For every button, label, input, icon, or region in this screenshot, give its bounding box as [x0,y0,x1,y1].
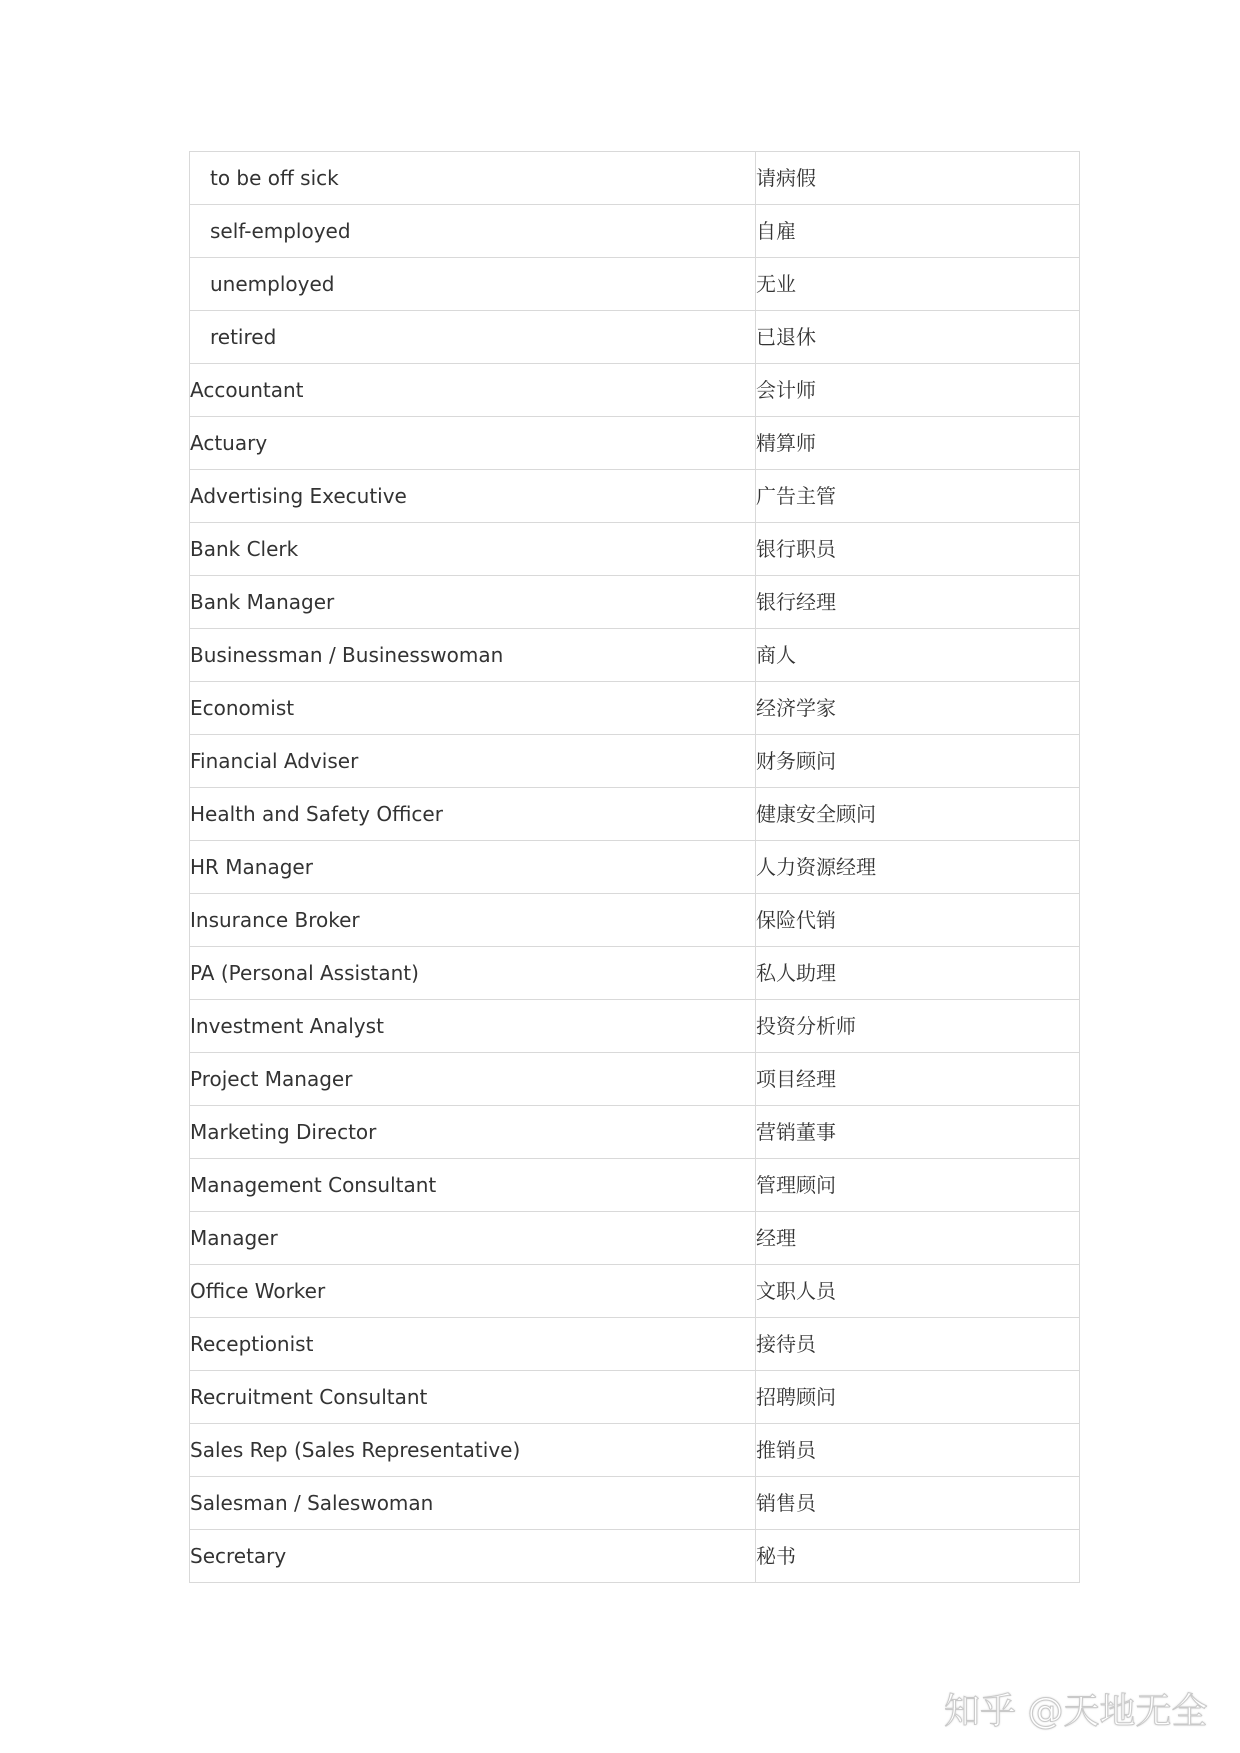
table-row [190,1053,1080,1106]
table-row [190,1106,1080,1159]
chinese-translation-cell: 已退休 [756,311,1080,364]
table-row [190,152,1080,205]
table-row [190,629,1080,682]
english-term-cell: Marketing Director [190,1106,756,1159]
table-row [190,311,1080,364]
chinese-translation-cell: 推销员 [756,1424,1080,1477]
english-term-cell: Bank Manager [190,576,756,629]
chinese-translation-cell: 银行职员 [756,523,1080,576]
chinese-translation-cell: 自雇 [756,205,1080,258]
vocabulary-table-body [190,152,1080,1583]
chinese-translation-cell: 精算师 [756,417,1080,470]
english-term-cell: Project Manager [190,1053,756,1106]
english-term-cell: Recruitment Consultant [190,1371,756,1424]
chinese-translation-cell: 银行经理 [756,576,1080,629]
table-row [190,1000,1080,1053]
table-row [190,576,1080,629]
table-row [190,682,1080,735]
chinese-translation-cell: 投资分析师 [756,1000,1080,1053]
chinese-translation-cell: 管理顾问 [756,1159,1080,1212]
chinese-translation-cell: 商人 [756,629,1080,682]
english-term-cell: Secretary [190,1530,756,1583]
english-term-cell: Actuary [190,417,756,470]
chinese-translation-cell: 经理 [756,1212,1080,1265]
table-row [190,364,1080,417]
table-row [190,205,1080,258]
english-term-cell: unemployed [190,258,756,311]
table-row [190,788,1080,841]
chinese-translation-cell: 项目经理 [756,1053,1080,1106]
english-term-cell: retired [190,311,756,364]
english-term-cell: Management Consultant [190,1159,756,1212]
chinese-translation-cell: 接待员 [756,1318,1080,1371]
table-row [190,1265,1080,1318]
english-term-cell: Bank Clerk [190,523,756,576]
english-term-cell: Economist [190,682,756,735]
chinese-translation-cell: 人力资源经理 [756,841,1080,894]
chinese-translation-cell: 文职人员 [756,1265,1080,1318]
chinese-translation-cell: 私人助理 [756,947,1080,1000]
english-term-cell: Advertising Executive [190,470,756,523]
table-row [190,1530,1080,1583]
table-row [190,841,1080,894]
chinese-translation-cell: 秘书 [756,1530,1080,1583]
english-term-cell: to be off sick [190,152,756,205]
english-term-cell: Investment Analyst [190,1000,756,1053]
chinese-translation-cell: 无业 [756,258,1080,311]
english-term-cell: HR Manager [190,841,756,894]
english-term-cell: Sales Rep (Sales Representative) [190,1424,756,1477]
chinese-translation-cell: 招聘顾问 [756,1371,1080,1424]
english-term-cell: PA (Personal Assistant) [190,947,756,1000]
english-term-cell: Receptionist [190,1318,756,1371]
english-term-cell: Health and Safety Officer [190,788,756,841]
english-term-cell: Insurance Broker [190,894,756,947]
table-row [190,1371,1080,1424]
chinese-translation-cell: 财务顾问 [756,735,1080,788]
english-term-cell: self-employed [190,205,756,258]
english-term-cell: Salesman / Saleswoman [190,1477,756,1530]
english-term-cell: Accountant [190,364,756,417]
chinese-translation-cell: 经济学家 [756,682,1080,735]
watermark: 知乎 @天地无全 [944,1691,1208,1732]
table-row [190,1424,1080,1477]
chinese-translation-cell: 保险代销 [756,894,1080,947]
table-row [190,1159,1080,1212]
table-row [190,258,1080,311]
vocabulary-table [189,151,1080,1583]
chinese-translation-cell: 会计师 [756,364,1080,417]
english-term-cell: Financial Adviser [190,735,756,788]
chinese-translation-cell: 销售员 [756,1477,1080,1530]
table-row [190,1212,1080,1265]
chinese-translation-cell: 广告主管 [756,470,1080,523]
chinese-translation-cell: 请病假 [756,152,1080,205]
chinese-translation-cell: 健康安全顾问 [756,788,1080,841]
table-row [190,947,1080,1000]
english-term-cell: Manager [190,1212,756,1265]
table-row [190,1318,1080,1371]
table-row [190,417,1080,470]
english-term-cell: Businessman / Businesswoman [190,629,756,682]
chinese-translation-cell: 营销董事 [756,1106,1080,1159]
table-row [190,523,1080,576]
table-row [190,470,1080,523]
table-row [190,894,1080,947]
table-row [190,735,1080,788]
english-term-cell: Office Worker [190,1265,756,1318]
table-row [190,1477,1080,1530]
